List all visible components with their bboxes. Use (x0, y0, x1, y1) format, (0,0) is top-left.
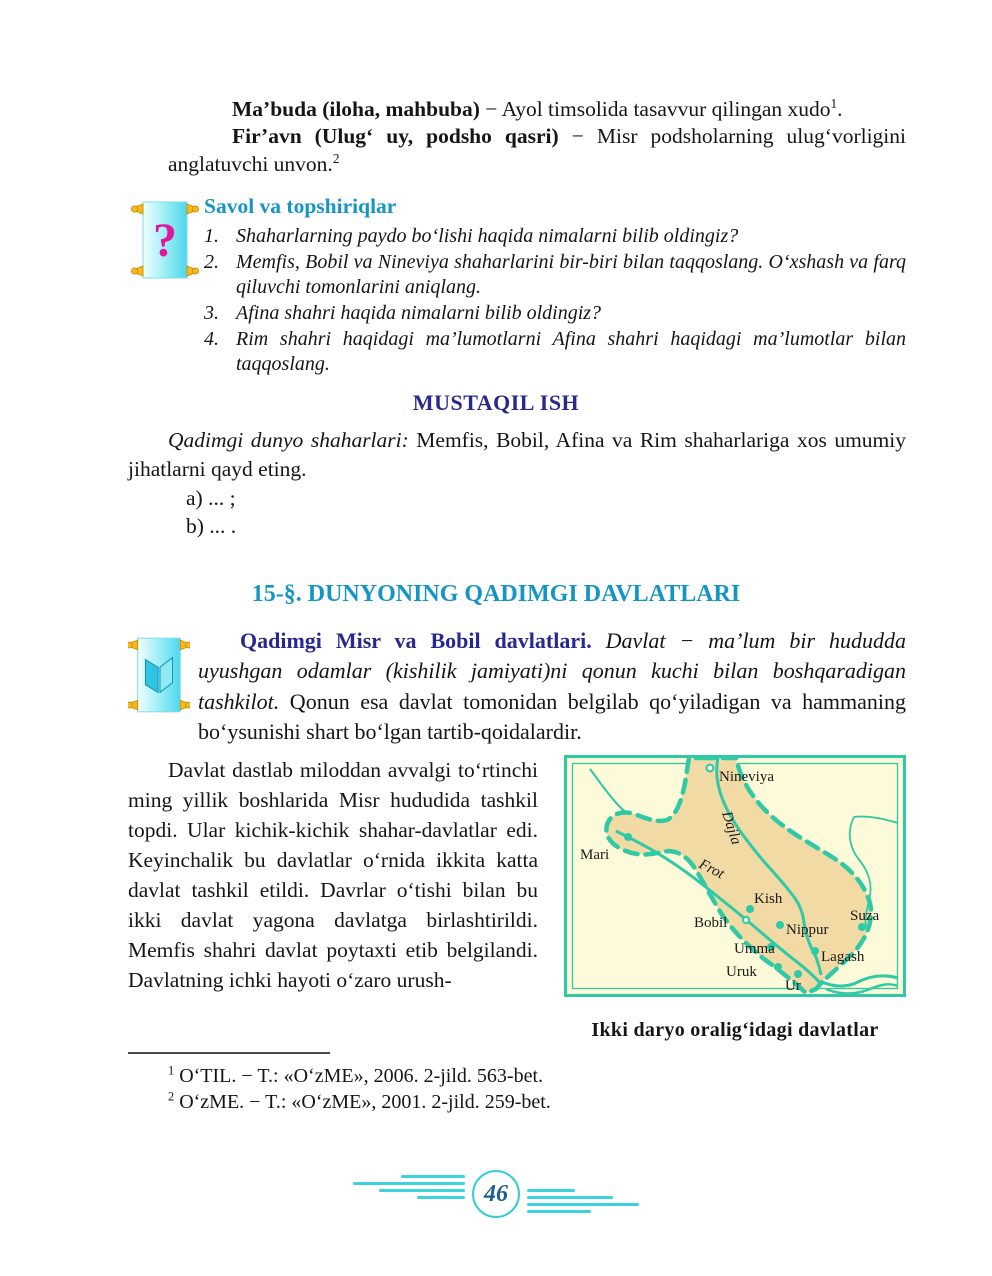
page-number-badge (472, 1170, 520, 1218)
page-footer (0, 1170, 992, 1218)
question-number: 4. (204, 328, 219, 351)
definition-dash: − (571, 124, 584, 149)
city-label-lagash: Lagash (821, 948, 865, 965)
definition-term: Ma’buda (iloha, mahbuba) (232, 97, 480, 121)
question-item (204, 327, 906, 376)
definition-term: Fir’avn (Ulug‘ uy, podsho qasri) (232, 124, 559, 149)
questions-heading: Savol va topshiriqlar (204, 193, 397, 218)
footnotes-block (128, 1052, 906, 1116)
question-mark-glyph: ? (153, 213, 177, 267)
page-number: 46 (484, 1180, 508, 1207)
questions-list (204, 224, 906, 376)
task-answer-lines (186, 485, 906, 541)
mesopotamia-map (564, 755, 906, 997)
intro-definition: Davlat − ma’lum bir hududda uyushgan odamlar (kishilik jamiyati)ni qonun kuchi bilan boshqaradigan tashkilot. (198, 628, 906, 714)
question-text: Memfis, Bobil va Nineviya shaharlarini bir-biri bilan taqqoslang. O‘xshash va farq qiluvchi tomonlarini aniqlang. (236, 251, 906, 298)
question-scroll-icon (128, 196, 202, 284)
independent-work-task (128, 426, 906, 483)
intro-lead: Qadimgi Misr va Bobil davlatlari. (240, 628, 592, 654)
river-label-frot: Frot (696, 856, 727, 883)
question-number: 2. (204, 251, 219, 274)
city-label-kish: Kish (754, 890, 783, 907)
answer-line-b: b) ... . (186, 514, 237, 539)
question-item (204, 301, 906, 325)
question-text: Afina shahri haqida nimalarni bilib oldingiz? (236, 302, 602, 325)
definition-text: Misr podsholarning ulug‘vorligini anglatuvchi unvon. (168, 124, 906, 176)
definitions-block (168, 96, 906, 178)
emblem-lines-left (353, 1175, 465, 1199)
section-intro (128, 626, 906, 747)
footnote-text: O‘TIL. − T.: «O‘zME», 2006. 2-jild. 563-bet. (174, 1064, 544, 1087)
two-column-block (128, 755, 906, 1042)
footnote-number: 2 (168, 1089, 175, 1104)
answer-line-a: a) ... ; (186, 486, 236, 511)
definition-text: Ayol timsolida tasavvur qilingan xudo (501, 97, 831, 121)
footnote-number: 1 (168, 1063, 175, 1078)
city-label-umma: Umma (734, 940, 775, 957)
question-item (204, 250, 906, 299)
city-label-mari: Mari (580, 846, 610, 863)
section-heading: 15-§. DUNYONING QADIMGI DAVLATLARI (251, 581, 741, 608)
map-figure (564, 755, 906, 1042)
city-label-bobil: Bobil (694, 914, 728, 931)
questions-content (204, 194, 906, 376)
question-number: 1. (204, 224, 219, 247)
intro-paragraph (128, 626, 906, 747)
footnote-1 (168, 1063, 906, 1089)
question-item (204, 224, 906, 248)
footnote-divider (128, 1052, 330, 1054)
body-paragraph: Davlat dastlab miloddan avvalgi to‘rtinchi ming yillik boshlarida Misr hududida tashkil topdi. Ular kichik-kichik shahar-davlatlar edi. Keyinchalik bu davlatlar o‘rnida ikkita katta davlat tashkil etildi. Davrlar o‘tishi bilan bu ikki davlat yagona davlatga birlashtirildi. Memfis shahri davlat poytaxti etib belgilandi. Davlatning ichki hayoti o‘zaro urush- (128, 757, 538, 993)
question-text: Shaharlarning paydo bo‘lishi haqida nimalarni bilib oldingiz? (236, 224, 739, 247)
city-label-uruk: Uruk (726, 963, 757, 980)
city-label-suza: Suza (850, 907, 880, 924)
intro-rest: Qonun esa davlat tomonidan belgilab qo‘yiladigan va hammaning bo‘ysunishi shart bo‘lgan tartib-qoidalardir. (198, 688, 906, 744)
question-text: Rim shahri haqidagi ma’lumotlarni Afina shahri haqidagi ma’lumotlar bilan taqqoslang. (236, 328, 906, 375)
book-scroll-icon (128, 632, 190, 718)
city-label-nineviya: Nineviya (719, 768, 774, 785)
questions-section (128, 194, 906, 376)
city-label-ur: Ur (785, 977, 801, 994)
independent-work-heading: MUSTAQIL ISH (412, 390, 580, 416)
city-label-nippur: Nippur (786, 921, 829, 938)
river-label-dajla: Dajla (718, 809, 744, 847)
definition-mabuda (168, 96, 906, 123)
task-text: Memfis, Bobil, Afina va Rim shaharlariga xos umumiy jihatlarni qayd eting. (128, 428, 907, 481)
footnote-ref-1: 1 (830, 95, 838, 111)
footnote-ref-2: 2 (332, 150, 340, 166)
emblem-lines-right (527, 1189, 639, 1213)
footnote-2 (168, 1089, 906, 1115)
map-caption: Ikki daryo oralig‘idagi davlatlar (591, 1018, 879, 1041)
footnote-text: O‘zME. − T.: «O‘zME», 2001. 2-jild. 259-bet. (174, 1091, 551, 1114)
definition-tail: . (837, 97, 843, 121)
definition-dash: − (485, 97, 498, 121)
question-number: 3. (204, 302, 219, 325)
task-lead: Qadimgi dunyo shaharlari: (168, 428, 409, 453)
definition-firavn (168, 123, 906, 178)
